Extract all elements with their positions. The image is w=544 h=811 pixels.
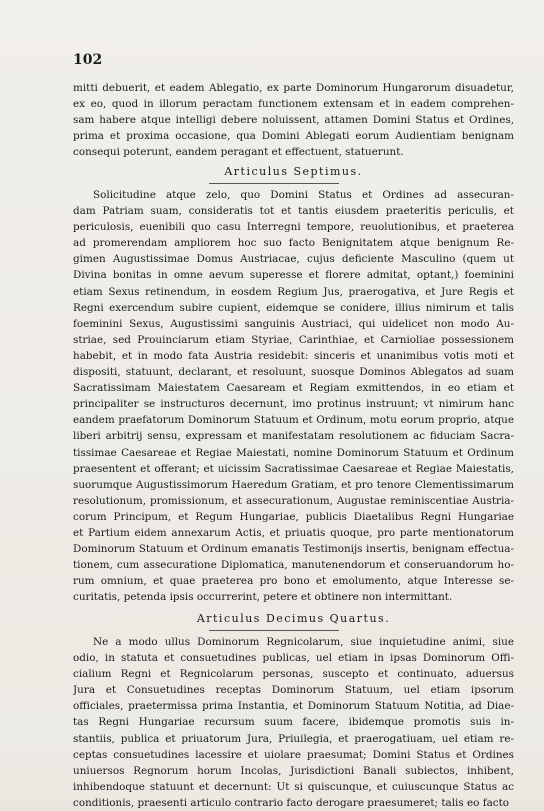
text-line: stantiis, publica et priuatorum Jura, Priuilegia, et praerogatiuam, uel etiam re- — [73, 732, 514, 745]
page-number: 102 — [73, 52, 103, 68]
text-line: principaliter se instructuros decernunt, imo protinus instruunt; vt nimirum hanc — [73, 398, 514, 411]
text-line: et Partium eidem annexarum Actis, et priuatis quoque, pro parte mentionatorum — [73, 526, 514, 539]
text-line: eandem praefatorum Dominorum Statuum et Ordinum, motu eorum proprio, atque — [73, 414, 514, 427]
text-line: periculosis, euenibili quo casu Interregni tempore, reuolutionibus, et praeterea — [73, 221, 514, 234]
text-line: tissimae Caesareae et Regiae Maiestati, nomine Dominorum Statuum et Ordinum — [73, 446, 514, 459]
text-line: corum Principum, et Regum Hungariae, publicis Diaetalibus Regni Hungariae — [73, 510, 514, 523]
text-line: inhibendoque statuunt et decernunt: Ut si quiscunque, et cuiuscunque Status ac — [73, 780, 514, 793]
text-line: foeminini Sexus, Augustissimi sanguinis Austriaci, qui uidelicet non modo Au- — [73, 317, 514, 330]
text-line: tionem, cum assecuratione Diplomatica, manutenendorum et conseruandorum ho- — [73, 559, 514, 572]
text-line: tas Regni Hungariae recursum suum facere, ibidemque promotis suis in- — [73, 716, 514, 729]
text-line: Solicitudine atque zelo, quo Domini Status et Ordines ad assecuran- — [93, 189, 514, 201]
text-line: gimen Augustissimae Domus Austriacae, cujus deficiente Masculino (quem ut — [73, 253, 514, 266]
text-line: consequi poterunt, eandem peragant et effectuent, statuerunt. — [73, 146, 404, 159]
text-line: liberi arbitrij sensu, expressam et manifestatam resolutionem ac fiduciam Sacra- — [73, 430, 514, 443]
text-line: mitti debuerit, et eadem Ablegatio, ex parte Dominorum Hungarorum disuadetur, — [73, 82, 514, 94]
text-line: cialium Regni et Regnicolarum personas, suscepto et continuato, aduersus — [73, 668, 514, 681]
text-line: habebit, et in modo fata Austria residebit: sinceris et unanimibus votis moti et — [73, 349, 514, 362]
text-line: etiam Sexus retinendum, in eosdem Regium Jus, praerogativa, et Jure Regis et — [73, 285, 514, 298]
text-line: officiales, praetermissa prima Instantia, et Dominorum Statuum Notitia, ad Diae- — [73, 700, 514, 713]
text-line: uniuersos Regnorum horum Incolas, Jurisdictioni Banali subiectos, inhibent, — [73, 764, 514, 777]
text-line: Divina bonitas in omne aevum superesse et florere admitat, optant,) foeminini — [73, 269, 514, 282]
text-line: dam Patriam suam, consideratis tot et tantis eiusdem praeteritis periculis, et — [73, 205, 514, 218]
text-line: Jura et Consuetudines receptas Dominorum Statuum, uel etiam ipsorum — [73, 684, 514, 697]
text-line: prima et proxima occasione, qua Domini Ablegati eorum Audientiam benignam — [73, 130, 514, 143]
text-line: ex eo, quod in illorum peractam functionem extensam et in eadem comprehen- — [73, 98, 514, 111]
text-line: dispositi, statuunt, declarant, et resoluunt, suosque Dominos Ablegatos ad suam — [73, 366, 514, 379]
text-line: curitatis, petenda ipsis occurrerint, petere et obtinere non intermittant. — [73, 591, 453, 604]
text-line: sam habere atque intelligi debere noluissent, attamen Domini Status et Ordines, — [73, 114, 514, 127]
heading-articulus-decimus-quartus: Articulus Decimus Quartus. — [196, 612, 391, 625]
text-line: ceptas consuetudines lacessire et uiolare praesumat; Domini Status et Ordines — [73, 748, 514, 761]
text-line: striae, sed Prouinciarum etiam Styriae, Carinthiae, et Carnioliae possessionem — [73, 333, 514, 346]
heading-rule — [209, 183, 339, 184]
text-line: rum omnium, et quae praeterea pro bono et emolumento, atque Interesse se- — [73, 575, 514, 588]
text-line: conditionis, praesenti articulo contrario facto derogare praesumeret; talis eo facto — [73, 796, 510, 809]
text-block-article-seven — [73, 187, 514, 605]
text-line: Sacratissimam Maiestatem Caesaream et Regiam exmittendos, in eo etiam et — [73, 382, 514, 395]
text-block-article-fourteen — [73, 634, 514, 811]
text-line: Regni exercendum subire cupient, eidemque se conidere, illius nimirum et talis — [73, 301, 514, 314]
text-line: odio, in statuta et consuetudines publicas, uel etiam in ipsas Dominorum Offi- — [73, 652, 514, 665]
heading-rule — [209, 630, 339, 631]
text-line: ad promerendam ampliorem hoc suo facto Benignitatem atque benignum Re- — [73, 237, 514, 250]
text-line: Ne a modo ullus Dominorum Regnicolarum, siue inquietudine animi, siue — [93, 636, 514, 648]
text-line: suorumque Augustissimorum Haeredum Gratiam, et pro tenore Clementissimarum — [73, 478, 514, 491]
text-line: resolutionum, promissionum, et assecurationum, Augustae reminiscentiae Austria- — [73, 494, 514, 507]
text-line: praesentent et offerant; et uicissim Sacratissimae Caesareae et Regiae Maiestatis, — [73, 462, 514, 475]
heading-articulus-septimus: Articulus Septimus. — [224, 165, 363, 178]
text-line: Dominorum Statuum et Ordinum emanatis Testimonijs insertis, benignam effectua- — [73, 543, 514, 556]
text-block-intro — [73, 80, 514, 160]
